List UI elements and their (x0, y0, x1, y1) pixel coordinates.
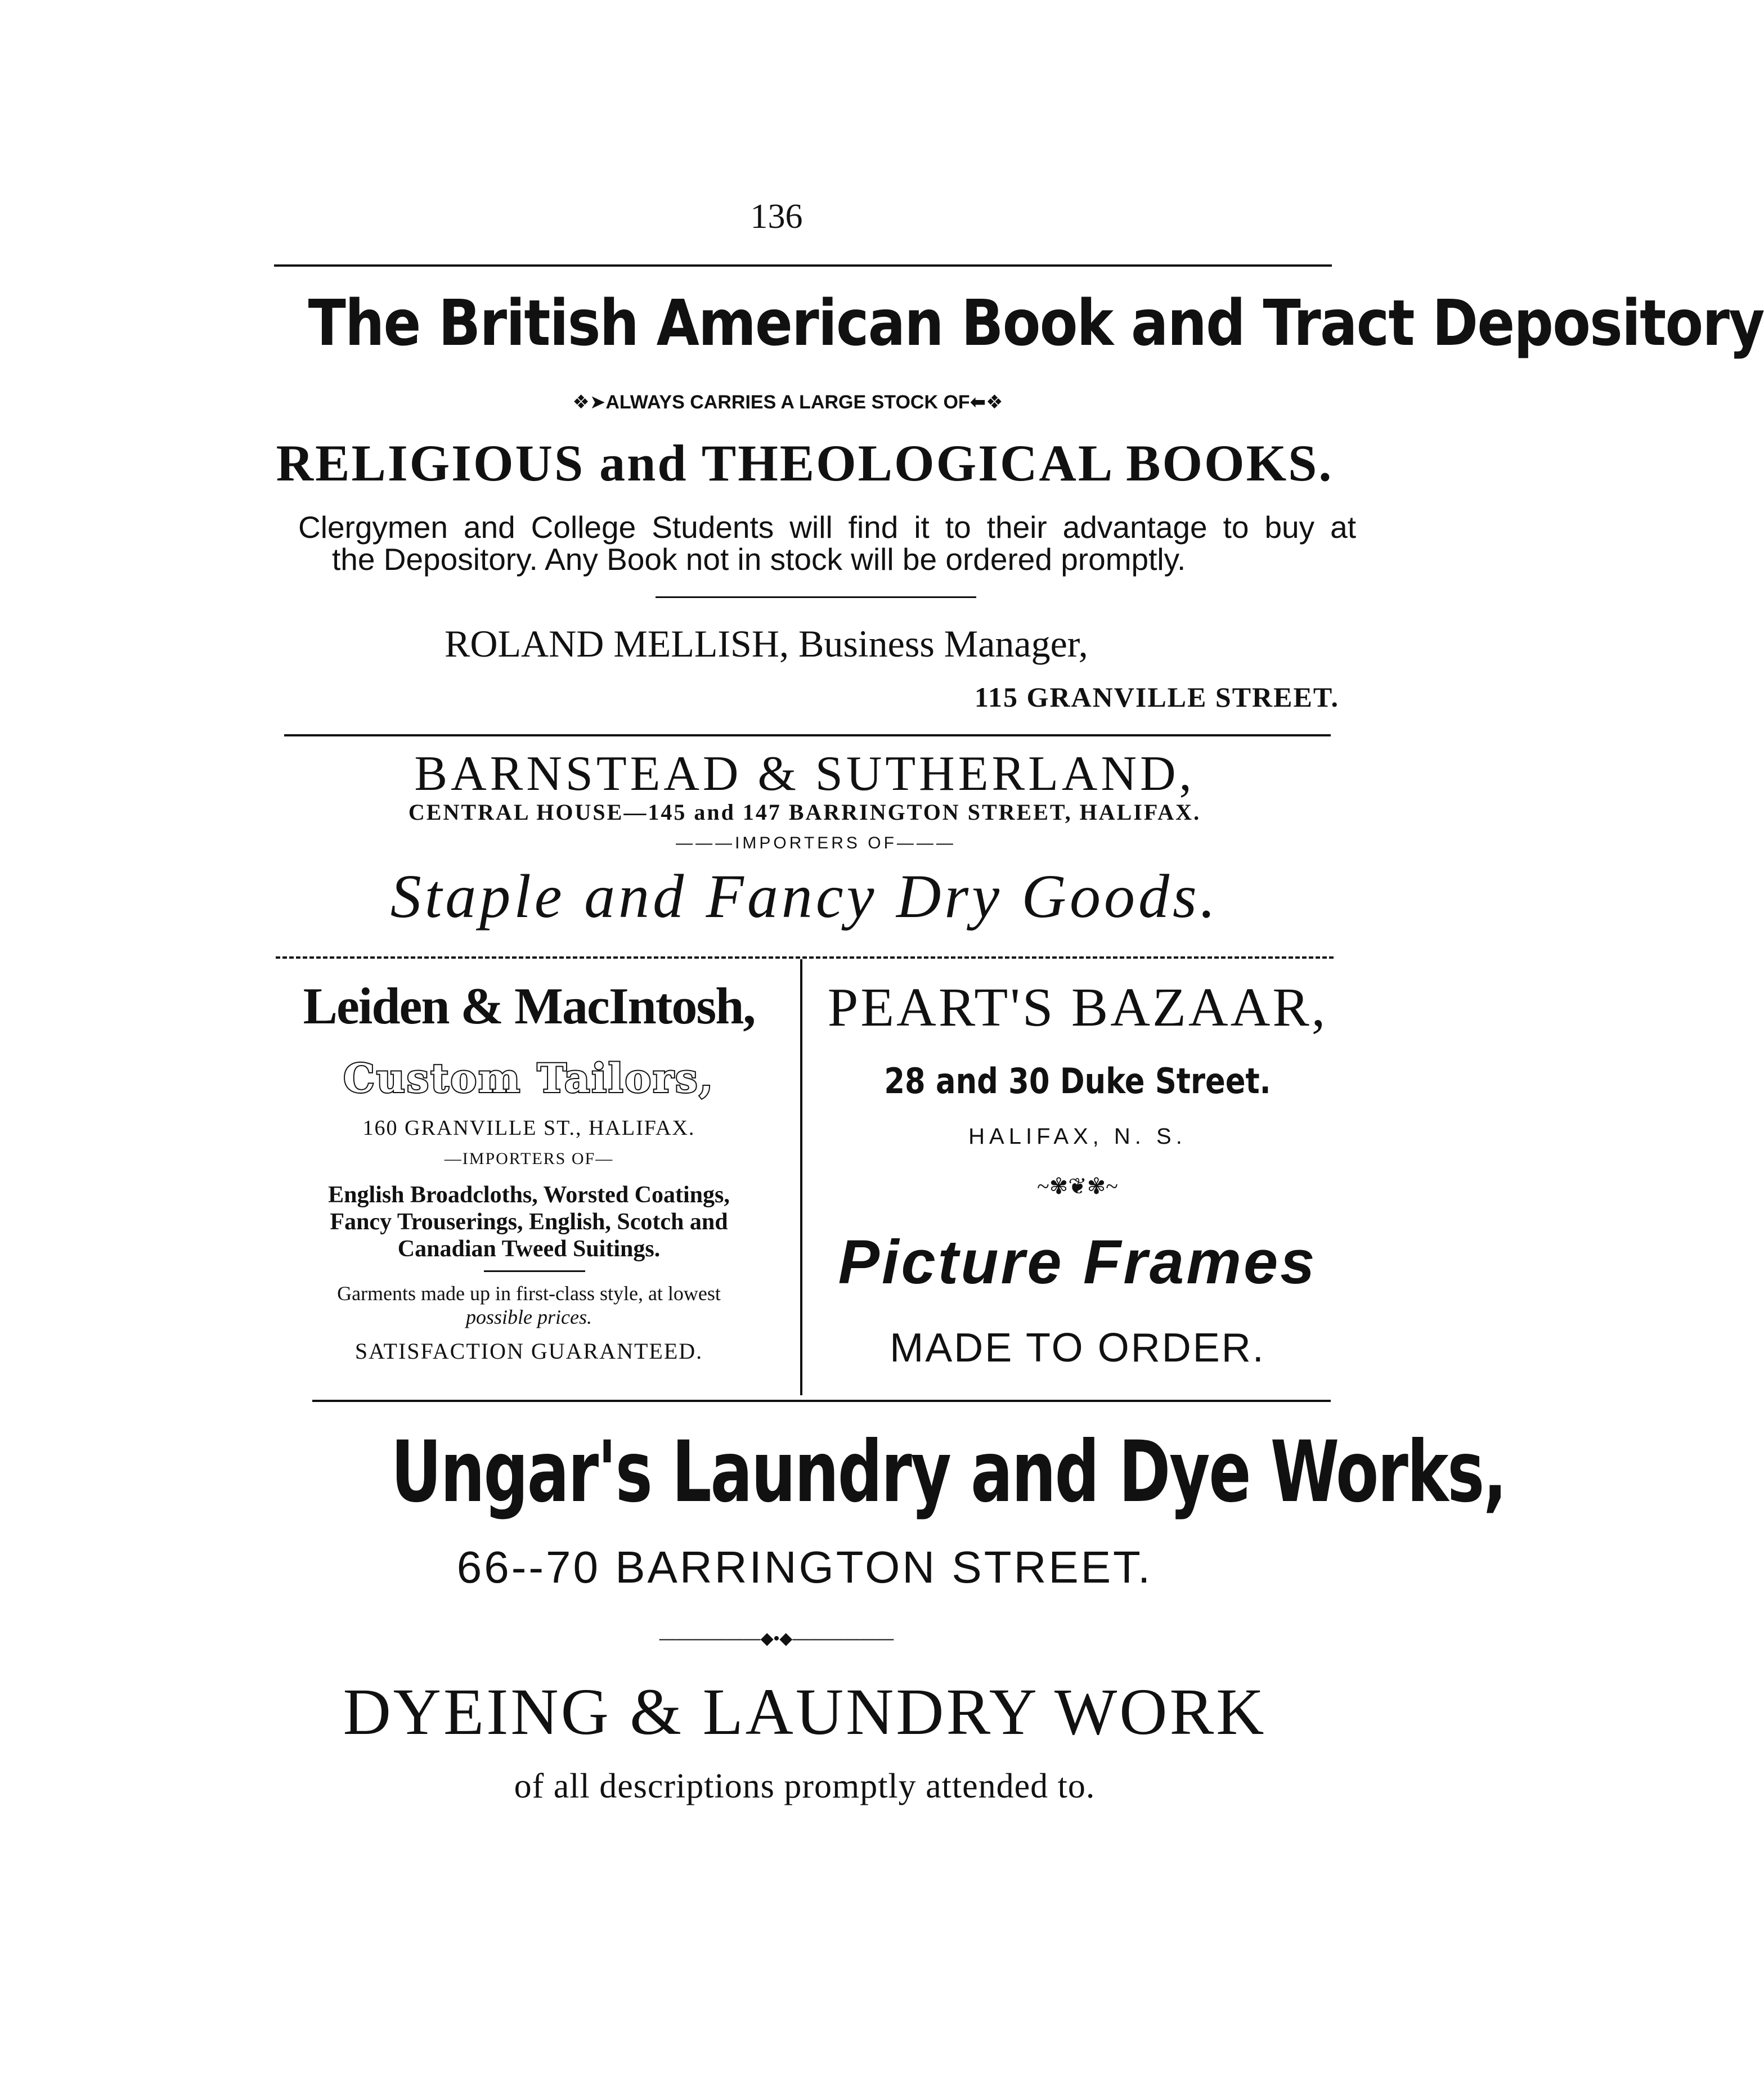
ad2-headline: Staple and Fancy Dry Goods. (390, 862, 1219, 931)
ad4-address: 28 and 30 Duke Street. (884, 1061, 1271, 1102)
ad4-headline: Picture Frames (838, 1228, 1317, 1297)
ad5-address: 66--70 BARRINGTON STREET. (456, 1542, 1153, 1592)
ad3-title: Leiden & MacIntosh, (303, 977, 755, 1035)
ad3-goods-line1: English Broadcloths, Worsted Coatings, (328, 1182, 730, 1208)
page-number: 136 (750, 197, 803, 236)
ad4-subline: MADE TO ORDER. (890, 1325, 1265, 1370)
ad1-manager: ROLAND MELLISH, Business Manager, (445, 622, 1088, 665)
ad2-importers-row (563, 834, 1069, 853)
ad3-goods-line2: Fancy Trouserings, English, Scotch and (330, 1209, 728, 1235)
ornament-rule-icon: ——————◆•◆—————— (659, 1629, 894, 1648)
ad3-note-line2: possible prices. (466, 1306, 592, 1328)
ad4-city: HALIFAX, N. S. (968, 1124, 1187, 1149)
rule-1 (284, 734, 1331, 736)
dash-left: ——— (676, 834, 735, 852)
ad1-body-line1: Clergymen and College Students will find it to their advantage to buy at (298, 510, 1356, 545)
ad1-title: The British American Book and Tract Depository (308, 287, 1764, 360)
ad2-title: BARNSTEAD & SUTHERLAND, (414, 747, 1195, 801)
ornament-left-icon: ❖➤ (572, 392, 606, 413)
ad1-tagline-row (506, 391, 1069, 414)
ad1-headline: RELIGIOUS and THEOLOGICAL BOOKS. (276, 434, 1334, 492)
ad1-body-line2: the Depository. Any Book not in stock will be ordered promptly. (332, 542, 1186, 577)
ad3-subtitle: Custom Tailors, (343, 1055, 715, 1102)
top-rule (274, 264, 1332, 267)
ad3-short-rule (484, 1270, 585, 1272)
ad5-title: Ungar's Laundry and Dye Works, (390, 1423, 1506, 1521)
column-divider (800, 959, 802, 1395)
ad4-title: PEART'S BAZAAR, (827, 977, 1328, 1038)
ad1-address: 115 GRANVILLE STREET. (974, 681, 1339, 713)
ornament-right-icon: ⬅❖ (969, 392, 1003, 413)
ad5-tagline: of all descriptions promptly attended to. (514, 1767, 1096, 1805)
ad3-guarantee: SATISFACTION GUARANTEED. (354, 1338, 703, 1364)
ad1-short-rule (656, 596, 976, 598)
ad3-goods-line3: Canadian Tweed Suitings. (397, 1236, 661, 1262)
ad2-importers: IMPORTERS OF (735, 834, 897, 852)
ad3-importers: —IMPORTERS OF— (444, 1149, 614, 1168)
ad1-tagline: ALWAYS CARRIES A LARGE STOCK OF (605, 392, 970, 413)
ad2-address: CENTRAL HOUSE—145 and 147 BARRINGTON STREET, HALIFAX. (408, 799, 1201, 825)
ad3-note-line1: Garments made up in first-class style, at lowest (337, 1282, 721, 1305)
ad3-address: 160 GRANVILLE ST., HALIFAX. (362, 1116, 695, 1140)
rule-3 (312, 1400, 1331, 1402)
rule-2-dashed (276, 956, 1334, 959)
ad5-headline: DYEING & LAUNDRY WORK (343, 1675, 1267, 1749)
ornament-divider-icon: ~✾❦✾~ (1037, 1174, 1118, 1199)
dash-right: ——— (896, 834, 956, 852)
